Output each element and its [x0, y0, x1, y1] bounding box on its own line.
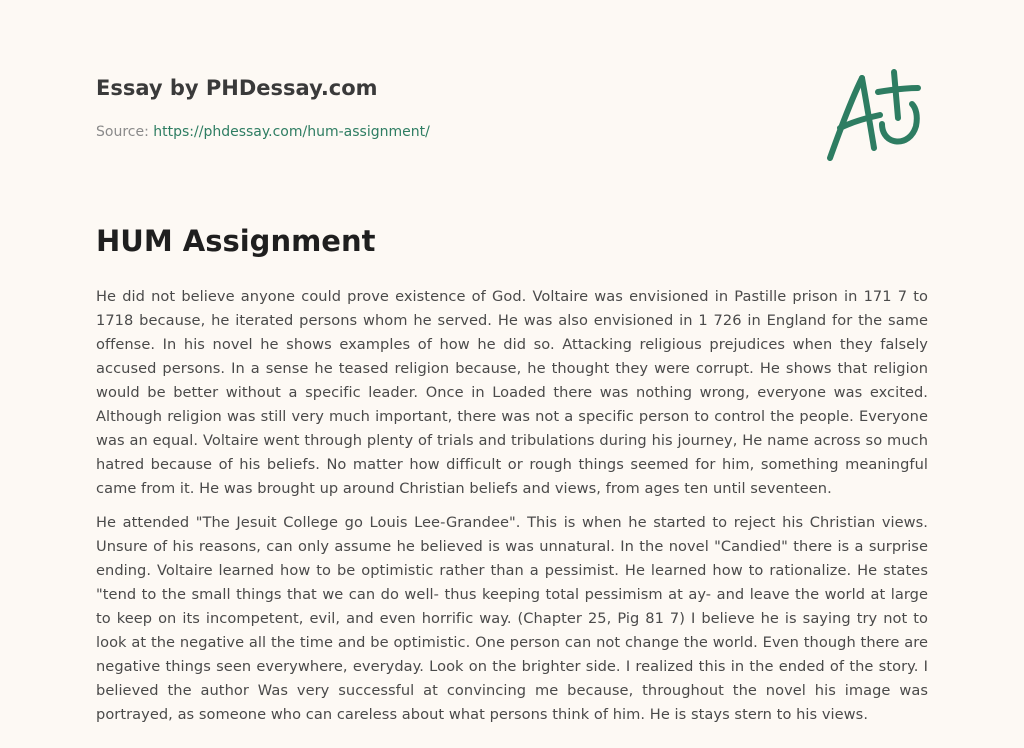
paragraph-2: He attended "The Jesuit College go Louis Lee-Grandee". This is when he started to reject his Christian views. Unsure of his reasons, can only assume he believed is was unnatural. In the novel "Candied" there is a surprise ending. Voltaire learned how to be optimistic rather than a pessimist. He learned how to rationalize. He states "tend to the small things that we can do well- thus keeping total pessimism at ay- and leave the world at large to keep on its incompetent, evil, and even horrific way. (Chapter 25, Pig 81 7) I believe he is saying try not to look at the negative all the time and be optimistic. One person can not change the world. Even though there are negative things seen everywhere, everyday. Look on the brighter side. I realized this in the ended of the story. I believed the author Was very successful at convincing me because, throughout the novel his image was portrayed, as someone who can careless about what persons think of him. He is stays stern to his views. — [96, 514, 928, 723]
document-body — [96, 285, 928, 737]
paragraph-1: He did not believe anyone could prove existence of God. Voltaire was envisioned in Pastille prison in 171 7 to 1718 because, he iterated persons whom he served. He was also envisioned in 1 726 in England for the same offense. In his novel he shows examples of how he did so. Attacking religious prejudices when they falsely accused persons. In a sense he teased religion because, he thought they were corrupt. He shows that religion would be better without a specific leader. Once in Loaded there was nothing wrong, everyone was excited. Although religion was still very much important, there was not a specific person to control the people. Everyone was an equal. Voltaire went through plenty of trials and tribulations during his journey, He name across so much hatred because of his beliefs. No matter how difficult or rough things seemed for him, something meaningful came from it. He was brought up around Christian beliefs and views, from ages ten until seventeen. — [96, 288, 928, 497]
essay-page — [96, 0, 928, 748]
source-label: Source: — [96, 124, 149, 140]
site-title: Essay by PHDessay.com — [96, 76, 378, 100]
document-title: HUM Assignment — [96, 224, 376, 258]
source-line — [96, 124, 430, 140]
a-plus-icon — [826, 68, 926, 164]
source-link[interactable]: https://phdessay.com/hum-assignment/ — [153, 124, 430, 140]
